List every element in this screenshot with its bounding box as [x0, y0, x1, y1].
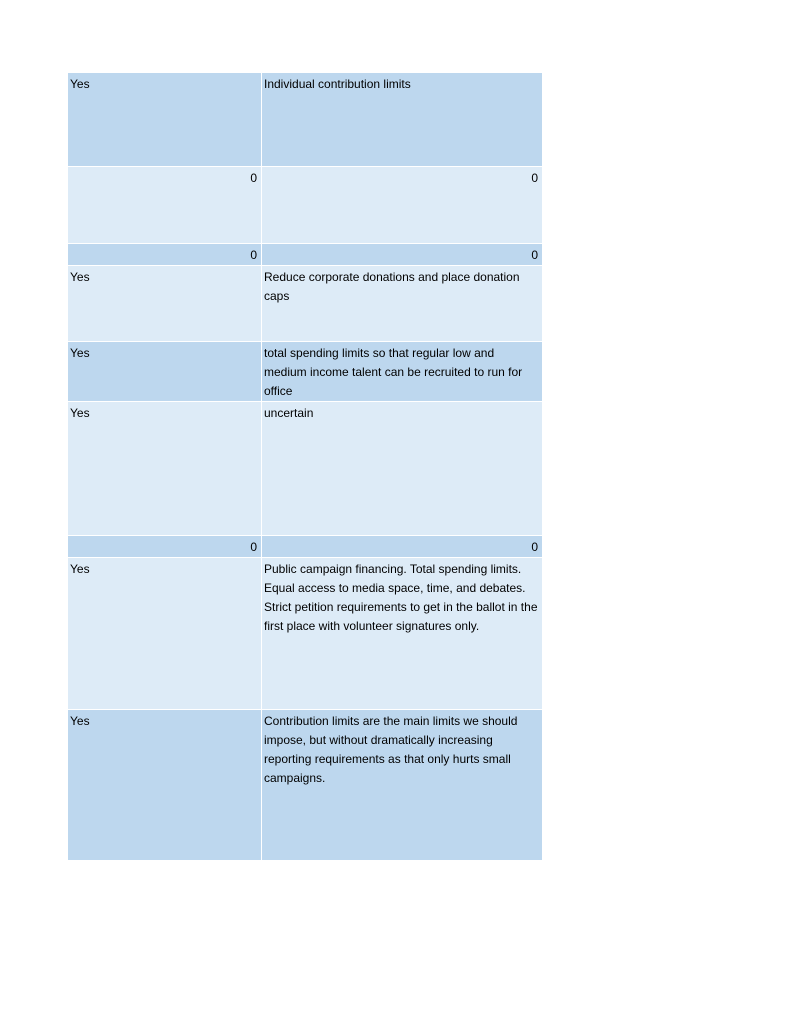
cell-comment[interactable]: Public campaign financing. Total spending limits. Equal access to media space, time, and debates. Strict petition requirements to get in the ballot in the first place with volunteer signatures only.	[262, 558, 543, 710]
cell-comment[interactable]: total spending limits so that regular low and medium income talent can be recruited to run for office	[262, 342, 543, 402]
table-row	[68, 558, 543, 710]
cell-response[interactable]: Yes	[68, 558, 262, 710]
cell-response[interactable]: Yes	[68, 710, 262, 861]
table-row	[68, 167, 543, 244]
cell-response[interactable]: Yes	[68, 402, 262, 536]
cell-response[interactable]: Yes	[68, 266, 262, 342]
cell-response[interactable]: 0	[68, 167, 262, 244]
cell-response[interactable]: Yes	[68, 342, 262, 402]
table-row	[68, 710, 543, 861]
cell-comment[interactable]: 0	[262, 244, 543, 266]
cell-comment[interactable]: 0	[262, 167, 543, 244]
cell-comment[interactable]: 0	[262, 536, 543, 558]
table-row	[68, 342, 543, 402]
cell-comment[interactable]: Individual contribution limits	[262, 73, 543, 167]
table-row	[68, 73, 543, 167]
cell-comment[interactable]: uncertain	[262, 402, 543, 536]
cell-comment[interactable]: Contribution limits are the main limits we should impose, but without dramatically increasing reporting requirements as that only hurts small campaigns.	[262, 710, 543, 861]
cell-response[interactable]: 0	[68, 244, 262, 266]
table-row	[68, 266, 543, 342]
cell-response[interactable]: Yes	[68, 73, 262, 167]
cell-response[interactable]: 0	[68, 536, 262, 558]
table-row	[68, 536, 543, 558]
spreadsheet-table	[67, 72, 543, 861]
cell-comment[interactable]: Reduce corporate donations and place donation caps	[262, 266, 543, 342]
table-row	[68, 402, 543, 536]
table-row	[68, 244, 543, 266]
